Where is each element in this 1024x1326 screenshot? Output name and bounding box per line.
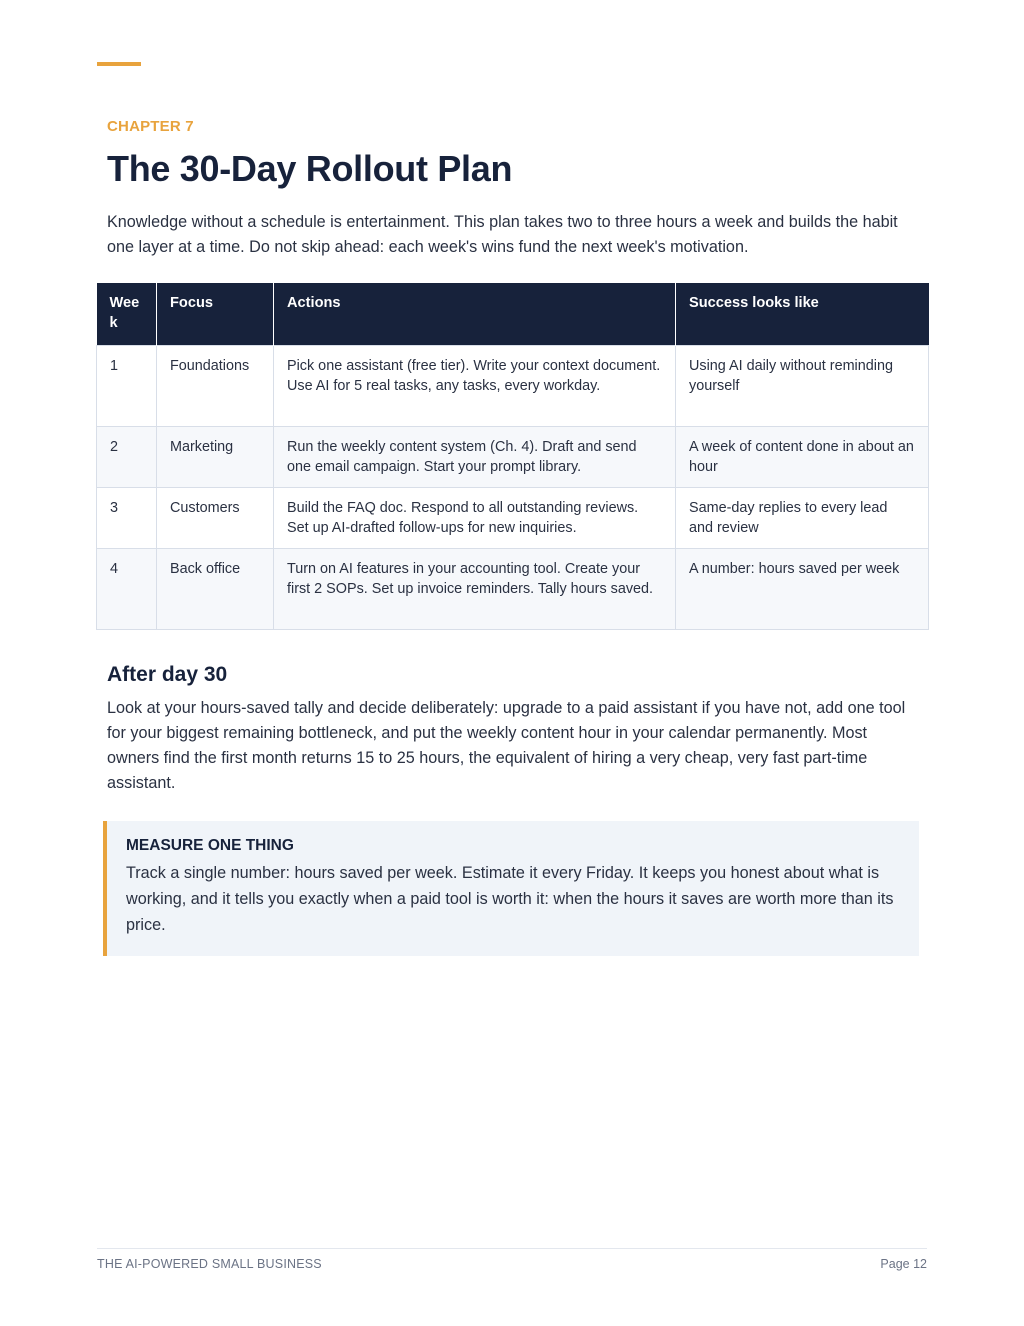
cell-actions: Run the weekly content system (Ch. 4). Draft and send one email campaign. Start your prompt library. <box>274 427 676 488</box>
page-title: The 30-Day Rollout Plan <box>107 148 513 189</box>
callout-title: MEASURE ONE THING <box>126 837 294 854</box>
callout-box <box>103 821 919 956</box>
cell-week: 3 <box>97 488 157 549</box>
footer-divider <box>97 1248 927 1249</box>
table-row <box>97 549 929 630</box>
after-paragraph: Look at your hours-saved tally and decide deliberately: upgrade to a paid assistant if you have not, add one tool for your biggest remaining bottleneck, and put the weekly content hour in your calendar permanently. Most owners find the first month returns 15 to 25 hours, the equivalent of hiring a very cheap, very fast part-time assistant. <box>107 699 906 792</box>
rollout-plan-table <box>96 283 929 630</box>
table-header-row <box>97 283 929 346</box>
footer-page-number: Page 12 <box>880 1257 927 1271</box>
cell-week: 2 <box>97 427 157 488</box>
cell-week: 1 <box>97 346 157 427</box>
cell-success: A number: hours saved per week <box>676 549 929 630</box>
table-row <box>97 427 929 488</box>
cell-actions: Pick one assistant (free tier). Write your context document. Use AI for 5 real tasks, any tasks, every workday. <box>274 346 676 427</box>
header-success: Success looks like <box>676 283 929 346</box>
table-row <box>97 488 929 549</box>
table-row <box>97 346 929 427</box>
callout-text: Track a single number: hours saved per week. Estimate it every Friday. It keeps you honest about what is working, and it tells you exactly when a paid tool is worth it: when the hours it saves are worth more than its price. <box>126 864 894 934</box>
cell-week: 4 <box>97 549 157 630</box>
cell-actions: Build the FAQ doc. Respond to all outstanding reviews. Set up AI-drafted follow-ups for new inquiries. <box>274 488 676 549</box>
footer-book-title: THE AI-POWERED SMALL BUSINESS <box>97 1257 322 1271</box>
chapter-label: CHAPTER 7 <box>107 118 194 135</box>
header-week: Wee k <box>97 283 157 346</box>
cell-success: A week of content done in about an hour <box>676 427 929 488</box>
header-actions: Actions <box>274 283 676 346</box>
accent-bar <box>97 62 141 66</box>
cell-success: Using AI daily without reminding yourself <box>676 346 929 427</box>
cell-actions: Turn on AI features in your accounting tool. Create your first 2 SOPs. Set up invoice reminders. Tally hours saved. <box>274 549 676 630</box>
cell-focus: Back office <box>157 549 274 630</box>
cell-focus: Customers <box>157 488 274 549</box>
cell-focus: Foundations <box>157 346 274 427</box>
header-focus: Focus <box>157 283 274 346</box>
intro-paragraph: Knowledge without a schedule is entertainment. This plan takes two to three hours a week and builds the habit one layer at a time. Do not skip ahead: each week's wins fund the next week's motivation. <box>107 213 898 256</box>
cell-focus: Marketing <box>157 427 274 488</box>
cell-success: Same-day replies to every lead and review <box>676 488 929 549</box>
section-heading-after-day-30: After day 30 <box>107 663 228 686</box>
